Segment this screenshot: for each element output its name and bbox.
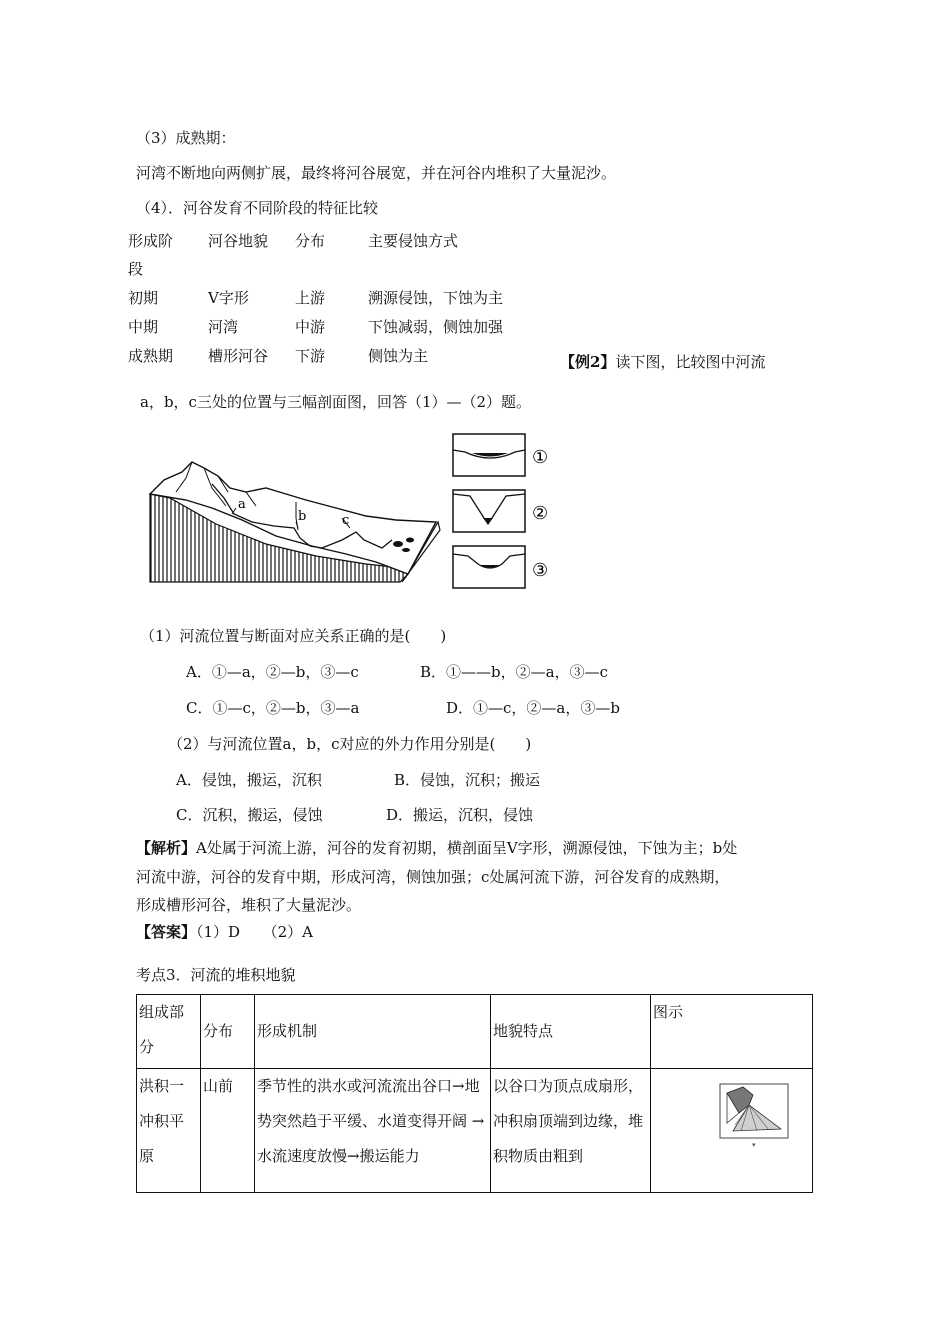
alluvial-fan-figure <box>719 1083 789 1149</box>
section-mark-1: ① <box>532 447 549 468</box>
compare-row-2-landform: 河湾 <box>208 318 239 336</box>
header-distribution: 分布 <box>201 995 255 1069</box>
section-3-text: 河湾不断地向两侧扩展，最终将河谷展宽，并在河谷内堆积了大量泥沙。 <box>136 164 617 182</box>
svg-text:▾: ▾ <box>752 1141 756 1149</box>
question-1-stem: （1）河流位置与断面对应关系正确的是( ) <box>140 627 447 645</box>
figure-label-b: b <box>298 509 307 524</box>
compare-row-2-distribution: 中游 <box>295 318 326 336</box>
deposition-landform-table <box>136 994 813 1193</box>
table-row <box>137 1069 813 1193</box>
table-header-row <box>137 995 813 1069</box>
header-feature: 地貌特点 <box>491 995 651 1069</box>
compare-row-3-distribution: 下游 <box>295 347 326 365</box>
question-2-stem: （2）与河流位置a，b，c对应的外力作用分别是( ) <box>168 735 532 753</box>
compare-header-erosion: 主要侵蚀方式 <box>368 232 459 250</box>
compare-header-stage-wrap: 段 <box>128 260 144 278</box>
analysis-text-1: A处属于河流上游，河谷的发育初期，横剖面呈V字形，溯源侵蚀，下蚀为主；b处 <box>196 839 738 857</box>
compare-row-3-landform: 槽形河谷 <box>208 347 269 365</box>
analysis-tag: 【解析】 <box>136 839 197 857</box>
analysis-line-1 <box>136 841 737 856</box>
header-figure: 图示 <box>651 995 813 1069</box>
example-2-tag: 【例2】 <box>560 353 616 371</box>
header-mechanism: 形成机制 <box>255 995 491 1069</box>
compare-row-3-erosion: 侧蚀为主 <box>368 347 429 365</box>
answer-line <box>136 925 313 940</box>
section-mark-3: ③ <box>532 560 549 581</box>
answer-text: （1）D （2）A <box>196 923 313 941</box>
cell-distribution: 山前 <box>201 1069 255 1193</box>
section-mark-2: ② <box>532 503 549 524</box>
cell-figure <box>651 1069 813 1193</box>
example-2-text-1: 读下图，比较图中河流 <box>615 353 766 371</box>
analysis-line-3: 形成槽形河谷，堆积了大量泥沙。 <box>136 896 362 914</box>
section-3-heading: （3）成熟期： <box>136 129 236 147</box>
question-2-option-b: B．侵蚀，沉积；搬运 <box>394 771 541 789</box>
compare-header-stage: 形成阶 <box>128 232 174 250</box>
compare-row-1-distribution: 上游 <box>295 289 326 307</box>
compare-header-distribution: 分布 <box>295 232 326 250</box>
question-1-option-c: C．①—c，②—b，③—a <box>186 699 360 717</box>
compare-row-2-erosion: 下蚀减弱，侧蚀加强 <box>368 318 504 336</box>
cell-feature: 以谷口为顶点成扇形，冲积扇顶端到边缘，堆积物质由粗到 <box>491 1069 651 1193</box>
figure-label-a: a <box>238 497 246 512</box>
question-1-option-d: D．①—c，②—a，③—b <box>446 699 620 717</box>
cross-sections-figure <box>450 430 560 590</box>
question-1-option-a: A．①—a，②—b，③—c <box>186 663 359 681</box>
figure-label-c: c <box>342 513 350 528</box>
question-2-option-d: D．搬运，沉积，侵蚀 <box>386 806 534 824</box>
example-2-intro <box>560 355 765 370</box>
compare-row-2-stage: 中期 <box>128 318 159 336</box>
compare-header-landform: 河谷地貌 <box>208 232 269 250</box>
answer-tag: 【答案】 <box>136 923 197 941</box>
compare-row-1-landform: V字形 <box>208 289 249 307</box>
example-2-text-2: a，b，c三处的位置与三幅剖面图，回答（1）—（2）题。 <box>140 393 532 411</box>
river-landscape-figure <box>146 458 442 584</box>
compare-row-1-stage: 初期 <box>128 289 159 307</box>
question-2-option-a: A．侵蚀，搬运，沉积 <box>176 771 322 789</box>
compare-row-3-stage: 成熟期 <box>128 347 174 365</box>
key-point-3-heading: 考点3．河流的堆积地貌 <box>136 966 296 984</box>
compare-row-1-erosion: 溯源侵蚀，下蚀为主 <box>368 289 504 307</box>
question-2-option-c: C．沉积，搬运，侵蚀 <box>176 806 323 824</box>
cell-mechanism: 季节性的洪水或河流流出谷口→地势突然趋于平缓、水道变得开阔 →水流速度放慢→搬运能力 <box>255 1069 491 1193</box>
header-part: 组成部分 <box>137 995 201 1069</box>
section-4-heading: （4）．河谷发育不同阶段的特征比较 <box>136 199 379 217</box>
analysis-line-2: 河流中游，河谷的发育中期，形成河湾，侧蚀加强；c处属河流下游，河谷发育的成熟期， <box>136 868 730 886</box>
question-1-option-b: B．①——b，②—a，③—c <box>420 663 608 681</box>
cell-part: 洪积一冲积平原 <box>137 1069 201 1193</box>
